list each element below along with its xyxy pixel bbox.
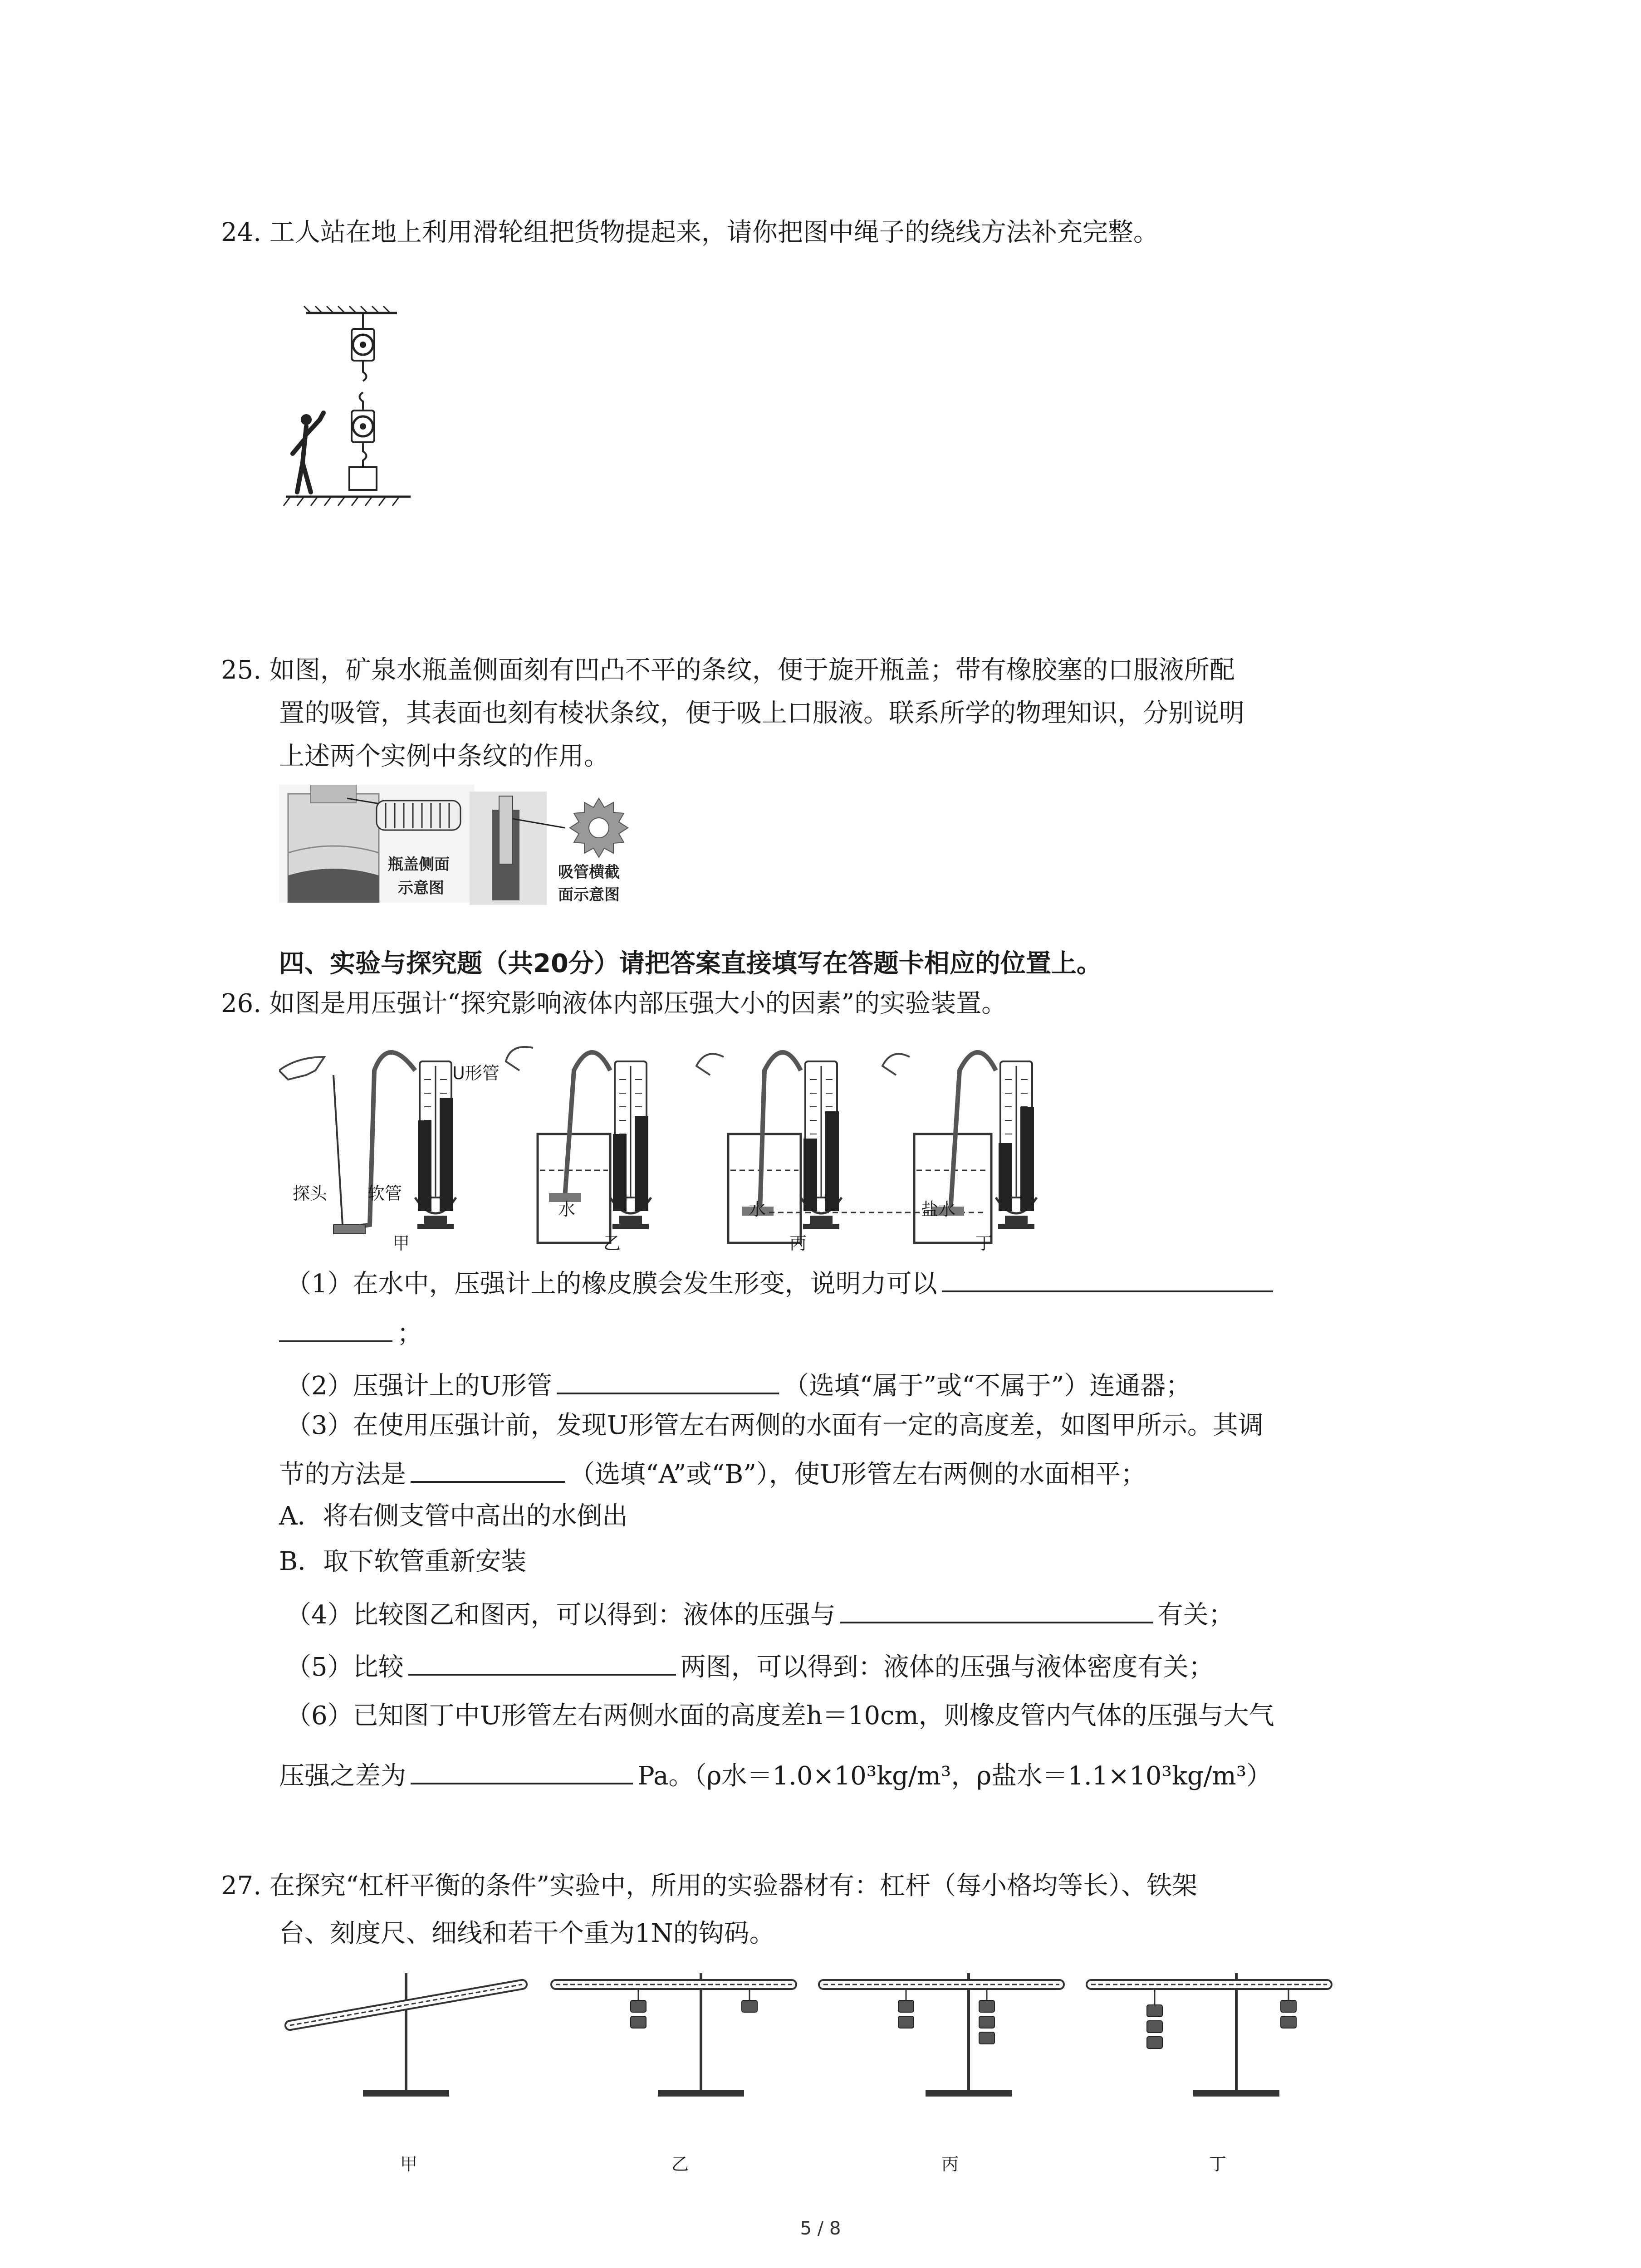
q26-part4-blank[interactable] [840, 1599, 1153, 1623]
label-u-tube: U形管 [452, 1063, 500, 1083]
q26-part1-blank[interactable] [942, 1268, 1273, 1292]
question-27-line2: 台、刻度尺、细线和若干个重为1N的钩码。 [279, 1919, 775, 1948]
q26-part2 [286, 1370, 1191, 1399]
question-25-line2: 置的吸管，其表面也刻有棱状条纹，便于吸上口服液。联系所学的物理知识，分别说明 [279, 699, 1244, 728]
caption-ding: 丁 [975, 1233, 993, 1253]
q26-part1-line1 [286, 1268, 1278, 1297]
q26-part2-text: （2）压强计上的U形管 [286, 1371, 552, 1401]
label-water-bing: 水 [749, 1199, 766, 1219]
q26-part2-tail: （选填“属于”或“不属于”）连通器； [783, 1371, 1191, 1401]
label-water-yi: 水 [558, 1199, 576, 1219]
q26-part6-line1: （6）已知图丁中U形管左右两侧水面的高度差h＝10cm，则橡皮管内气体的压强与大气 [286, 1701, 1274, 1730]
q26-part6-line2 [279, 1760, 1272, 1789]
q26-part4-text: （4）比较图乙和图丙，可以得到：液体的压强与 [286, 1600, 836, 1630]
lever-caption-jia: 甲 [400, 2154, 418, 2174]
question-27-line1: 27. 在探究“杠杆平衡的条件”实验中，所用的实验器材有：杠杆（每小格均等长）、铁架 [221, 1871, 1198, 1901]
q26-part5-text: （5）比较 [286, 1652, 404, 1682]
q26-part4 [286, 1599, 1234, 1628]
q26-option-a: A．将右侧支管中高出的水倒出 [279, 1501, 628, 1531]
q26-part6-text: 压强之差为 [279, 1761, 406, 1791]
label-hose: 软管 [367, 1183, 402, 1203]
q26-part1-line2 [279, 1318, 422, 1347]
label-probe: 探头 [293, 1183, 328, 1203]
lever-figure [279, 1960, 1377, 2141]
pressure-gauge-figure [279, 1043, 1050, 1252]
q26-part1-blank-cont[interactable] [279, 1318, 392, 1342]
q26-part1-text: （1）在水中，压强计上的橡皮膜会发生形变，说明力可以 [286, 1269, 937, 1299]
q26-option-b: B．取下软管重新安装 [279, 1547, 527, 1576]
q26-part5-blank[interactable] [408, 1651, 676, 1676]
page-number: 5 / 8 [800, 2218, 841, 2239]
q26-part3-line2 [279, 1458, 1146, 1487]
q26-part3-tail: （选填“A”或“B”），使U形管左右两侧的水面相平； [569, 1460, 1146, 1489]
q26-part3-line1: （3）在使用压强计前，发现U形管左右两侧的水面有一定的高度差，如图甲所示。其调 [286, 1411, 1264, 1440]
q26-part5-tail: 两图，可以得到：液体的压强与液体密度有关； [680, 1652, 1214, 1682]
straw-figure [467, 792, 649, 905]
q26-part1-end: ； [397, 1319, 422, 1349]
caption-jia: 甲 [392, 1233, 410, 1253]
cap-caption-line2: 示意图 [398, 879, 444, 897]
caption-yi: 乙 [603, 1233, 621, 1253]
caption-bing: 丙 [789, 1233, 807, 1253]
q26-part3-blank[interactable] [411, 1458, 565, 1483]
pulley-figure [279, 304, 415, 522]
q26-part2-blank[interactable] [557, 1370, 779, 1394]
q26-part6-tail: Pa。（ρ水＝1.0×10³kg/m³，ρ盐水＝1.1×10³kg/m³） [637, 1761, 1272, 1791]
question-25-line1: 25. 如图，矿泉水瓶盖侧面刻有凹凸不平的条纹，便于旋开瓶盖；带有橡胶塞的口服液所配 [221, 655, 1235, 685]
q26-part5 [286, 1651, 1214, 1680]
lever-caption-ding: 丁 [1209, 2154, 1227, 2174]
question-24-text: 24. 工人站在地上利用滑轮组把货物提起来，请你把图中绳子的绕线方法补充完整。 [221, 218, 1159, 247]
q26-part4-tail: 有关； [1157, 1600, 1234, 1630]
lever-caption-yi: 乙 [671, 2154, 689, 2174]
question-25-line3: 上述两个实例中条纹的作用。 [279, 742, 609, 771]
straw-caption-line1: 吸管横截 [558, 863, 620, 881]
question-26-intro: 26. 如图是用压强计“探究影响液体内部压强大小的因素”的实验装置。 [221, 989, 1007, 1018]
bottle-cap-figure [279, 785, 474, 903]
section-4-heading: 四、实验与探究题（共20分）请把答案直接填写在答题卡相应的位置上。 [279, 949, 1102, 978]
lever-caption-bing: 丙 [941, 2154, 959, 2174]
q26-part6-blank[interactable] [411, 1760, 633, 1784]
straw-caption-line2: 面示意图 [558, 886, 620, 904]
cap-caption-line1: 瓶盖侧面 [388, 855, 450, 874]
label-brine-ding: 盐水 [921, 1199, 956, 1219]
q26-part3-text: 节的方法是 [279, 1460, 406, 1489]
